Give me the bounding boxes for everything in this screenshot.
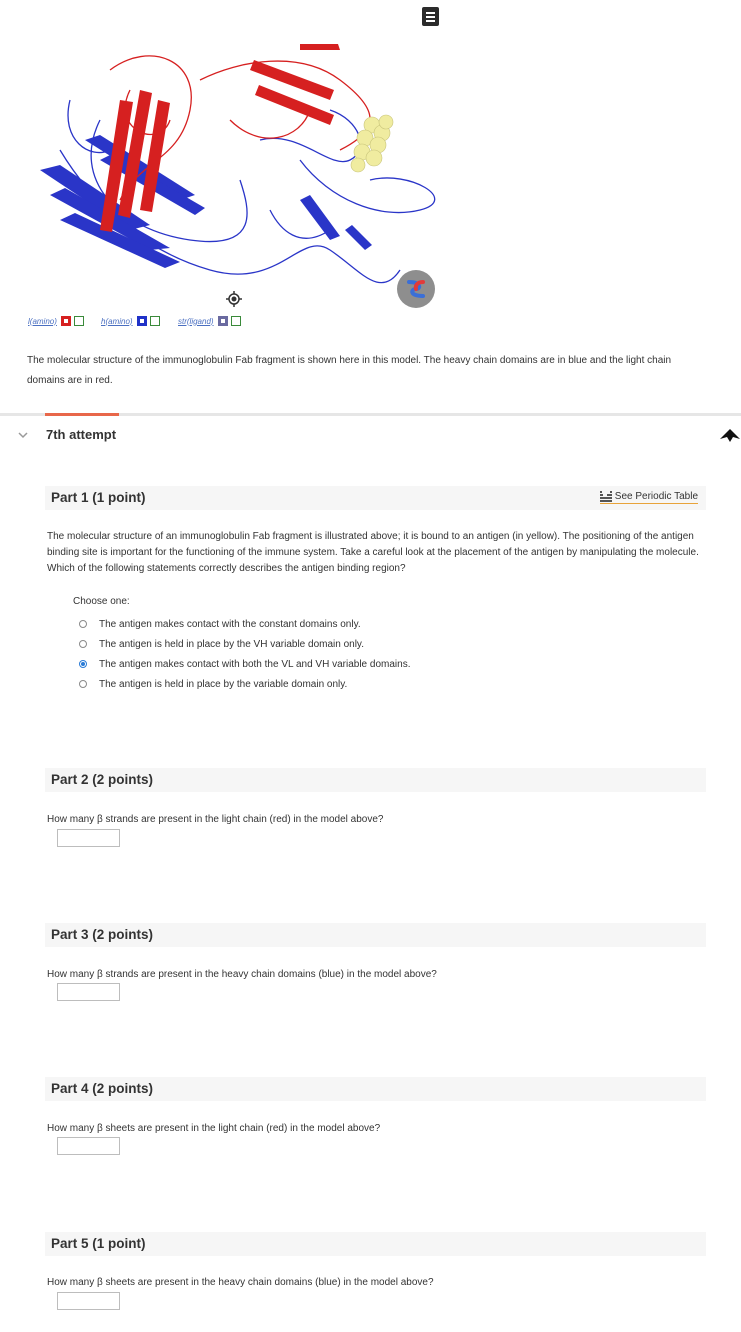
antigen-spheres	[351, 115, 393, 172]
figure-caption: The molecular structure of the immunoglobulin Fab fragment is shown here in this model. The heavy chain domains are in blue and the light chain domains are in red.	[27, 355, 672, 386]
part-5-answer-input[interactable]	[57, 1292, 120, 1310]
part-title: Part 1 (1 point)	[51, 490, 146, 505]
part-4-header	[45, 1077, 706, 1101]
option-3[interactable]	[79, 654, 410, 674]
molecule-viewer[interactable]	[0, 0, 741, 340]
helix-icon	[397, 270, 435, 308]
option-label[interactable]: The antigen makes contact with the constant domains only.	[99, 618, 361, 630]
attempt-title[interactable]: 7th attempt	[46, 427, 117, 442]
choose-label: Choose one:	[73, 596, 130, 607]
cursor-arrow-icon	[718, 427, 741, 443]
light-chain-swatch[interactable]	[61, 316, 71, 326]
part-2-header	[45, 768, 706, 792]
heavy-chain-checkbox[interactable]	[150, 316, 160, 326]
option-1[interactable]	[79, 614, 410, 634]
spin-toggle-button[interactable]	[397, 270, 435, 308]
ligand-checkbox[interactable]	[231, 316, 241, 326]
periodic-table-link-label[interactable]: See Periodic Table	[614, 491, 698, 502]
legend-item-heavy-chain	[101, 316, 160, 326]
part-5-question: How many β sheets are present in the heavy chain domains (blue) in the model above?	[47, 1277, 434, 1288]
part-title: Part 4 (2 points)	[51, 1081, 154, 1096]
heavy-chain-swatch[interactable]	[137, 316, 147, 326]
legend-item-ligand	[178, 316, 241, 326]
part-4-question: How many β sheets are present in the light chain (red) in the model above?	[47, 1123, 381, 1134]
part-1-question: The molecular structure of an immunoglobulin Fab fragment is illustrated above; it is bound to an antigen (in yellow). The positioning of the antigen binding site is important for the functioning of the immune system. Take a careful look at the placement of the antigen by manipulating the molecule. Which of the following statements correctly describes the antigen binding region?	[47, 531, 699, 574]
legend-label[interactable]: l(amino)	[28, 316, 57, 326]
legend-label[interactable]: str(ligand)	[178, 316, 214, 326]
legend-item-light-chain	[28, 316, 84, 326]
part-title: Part 3 (2 points)	[51, 927, 154, 942]
part-2-answer-input[interactable]	[57, 829, 120, 847]
part-3-question: How many β strands are present in the heavy chain domains (blue) in the model above?	[47, 969, 437, 980]
option-radio[interactable]	[79, 620, 87, 628]
ligand-swatch[interactable]	[218, 316, 228, 326]
part-title: Part 5 (1 point)	[51, 1236, 146, 1251]
part-4-answer-input[interactable]	[57, 1137, 120, 1155]
part-title: Part 2 (2 points)	[51, 772, 154, 787]
option-4[interactable]	[79, 674, 410, 694]
periodic-table-link[interactable]	[600, 491, 698, 504]
protein-model[interactable]	[0, 0, 741, 340]
option-radio[interactable]	[79, 680, 87, 688]
part-1-header	[45, 486, 706, 510]
option-label[interactable]: The antigen makes contact with both the VL and VH variable domains.	[99, 658, 411, 670]
option-2[interactable]	[79, 634, 410, 654]
center-view-icon[interactable]	[226, 291, 242, 307]
periodic-table-icon	[600, 491, 612, 502]
option-radio[interactable]	[79, 640, 87, 648]
legend-label[interactable]: h(amino)	[101, 316, 133, 326]
option-label[interactable]: The antigen is held in place by the variable domain only.	[99, 678, 348, 690]
part-3-header	[45, 923, 706, 947]
part-1-options	[79, 614, 410, 694]
option-radio-selected[interactable]	[79, 660, 87, 668]
attempt-divider	[0, 413, 741, 416]
part-2-question: How many β strands are present in the light chain (red) in the model above?	[47, 814, 384, 825]
chevron-down-icon[interactable]	[18, 431, 28, 439]
option-label[interactable]: The antigen is held in place by the VH variable domain only.	[99, 638, 364, 650]
light-chain-checkbox[interactable]	[74, 316, 84, 326]
part-5-header	[45, 1232, 706, 1256]
part-3-answer-input[interactable]	[57, 983, 120, 1001]
viewer-menu-button[interactable]	[422, 7, 439, 26]
